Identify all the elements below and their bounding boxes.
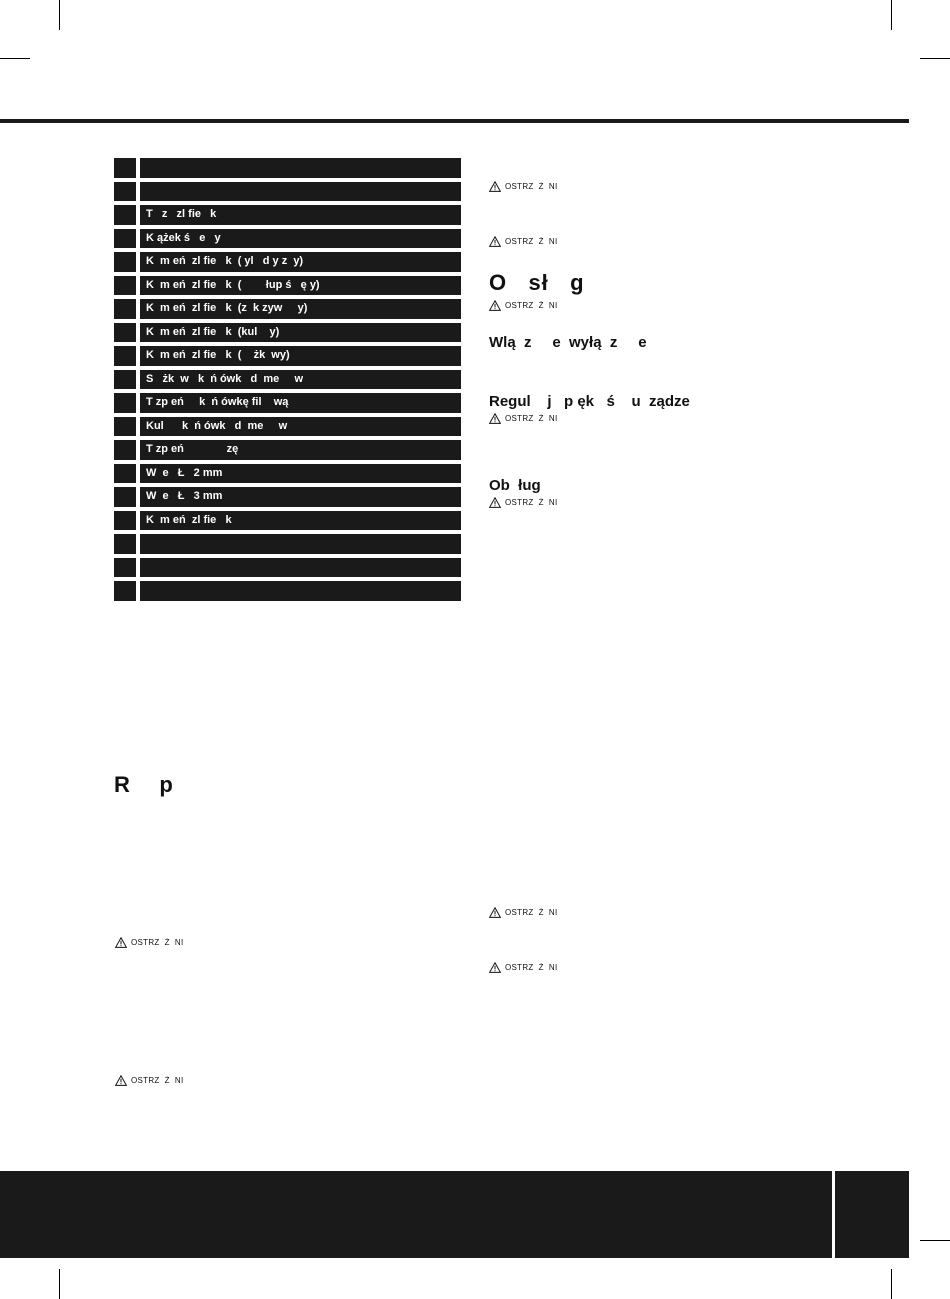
warning-triangle-icon [489,907,501,918]
part-label: K m eń zl fie k (z k zyw y) [140,299,461,319]
warning-text: OSTRZ Ż NI [505,498,558,507]
part-number-cell [114,205,136,225]
parts-row [114,299,461,319]
parts-row [114,440,461,460]
operation-heading: O sł g [489,270,585,295]
section-heading: R p [114,772,174,797]
crop-mark-top-right-horizontal [920,58,950,59]
parts-row [114,487,461,507]
crop-mark-top-left-horizontal [0,58,30,59]
warning-label [489,497,558,508]
part-number-cell [114,464,136,484]
parts-row [114,558,461,578]
warning-label [489,907,558,918]
crop-mark-bottom-left-vertical [59,1269,60,1299]
warning-text: OSTRZ Ż NI [131,938,184,947]
handling-heading: Ob ług [489,477,541,494]
part-number-cell [114,534,136,554]
warning-text: OSTRZ Ż NI [505,908,558,917]
parts-row [114,464,461,484]
parts-row [114,370,461,390]
part-label: W e Ł 3 mm [140,487,461,507]
part-label: K m eń zl fie k ( yl d y z y) [140,252,461,272]
part-label [140,534,461,554]
part-number-cell [114,393,136,413]
part-number-cell [114,417,136,437]
warning-triangle-icon [489,181,501,192]
part-number-cell [114,440,136,460]
warning-text: OSTRZ Ż NI [505,414,558,423]
warning-text: OSTRZ Ż NI [505,182,558,191]
parts-row [114,252,461,272]
part-number-cell [114,323,136,343]
part-label: W e Ł 2 mm [140,464,461,484]
part-number-cell [114,511,136,531]
parts-row [114,182,461,202]
parts-list [114,158,461,605]
warning-text: OSTRZ Ż NI [505,237,558,246]
footer-band [0,1171,909,1258]
warning-triangle-icon [489,413,501,424]
part-label [140,182,461,202]
part-label: K m eń zl fie k ( żk wy) [140,346,461,366]
warning-triangle-icon [489,300,501,311]
part-label: K m eń zl fie k (kul y) [140,323,461,343]
warning-label [115,937,184,948]
warning-triangle-icon [489,236,501,247]
part-label: T zp eń zę [140,440,461,460]
part-label: Kul k ń ówk d me w [140,417,461,437]
parts-row [114,393,461,413]
part-label [140,158,461,178]
part-label: K ążek ś e y [140,229,461,249]
parts-row [114,346,461,366]
part-label: T zp eń k ń ówkę fil wą [140,393,461,413]
part-label: S żk w k ń ówk d me w [140,370,461,390]
switch-on-off-heading: Wlą z e wyłą z e [489,334,647,351]
parts-row [114,205,461,225]
part-label [140,558,461,578]
header-rule [0,119,909,123]
warning-triangle-icon [115,1075,127,1086]
part-number-cell [114,299,136,319]
warning-text: OSTRZ Ż NI [131,1076,184,1085]
part-number-cell [114,558,136,578]
warning-label [489,181,558,192]
warning-text: OSTRZ Ż NI [505,963,558,972]
parts-row [114,511,461,531]
part-number-cell [114,252,136,272]
part-label: K m eń zl fie k ( łup ś ę y) [140,276,461,296]
part-number-cell [114,158,136,178]
parts-row [114,534,461,554]
warning-label [115,1075,184,1086]
part-label: T z zl fie k [140,205,461,225]
footer-divider [832,1171,835,1258]
warning-triangle-icon [489,497,501,508]
warning-text: OSTRZ Ż NI [505,301,558,310]
speed-control-heading: Regul j p ęk ś u ządze [489,393,690,410]
parts-row [114,276,461,296]
warning-label [489,413,558,424]
parts-row [114,417,461,437]
parts-row [114,323,461,343]
crop-mark-bottom-right-horizontal [920,1240,950,1241]
crop-mark-top-left-vertical [59,0,60,30]
part-label [140,581,461,601]
warning-label [489,300,558,311]
part-number-cell [114,346,136,366]
crop-mark-bottom-right-vertical [891,1269,892,1299]
part-number-cell [114,182,136,202]
warning-triangle-icon [489,962,501,973]
part-number-cell [114,229,136,249]
part-number-cell [114,581,136,601]
part-label: K m eń zl fie k [140,511,461,531]
parts-row [114,581,461,601]
warning-label [489,236,558,247]
warning-label [489,962,558,973]
parts-row [114,229,461,249]
crop-mark-top-right-vertical [891,0,892,30]
parts-row [114,158,461,178]
part-number-cell [114,370,136,390]
part-number-cell [114,276,136,296]
warning-triangle-icon [115,937,127,948]
part-number-cell [114,487,136,507]
